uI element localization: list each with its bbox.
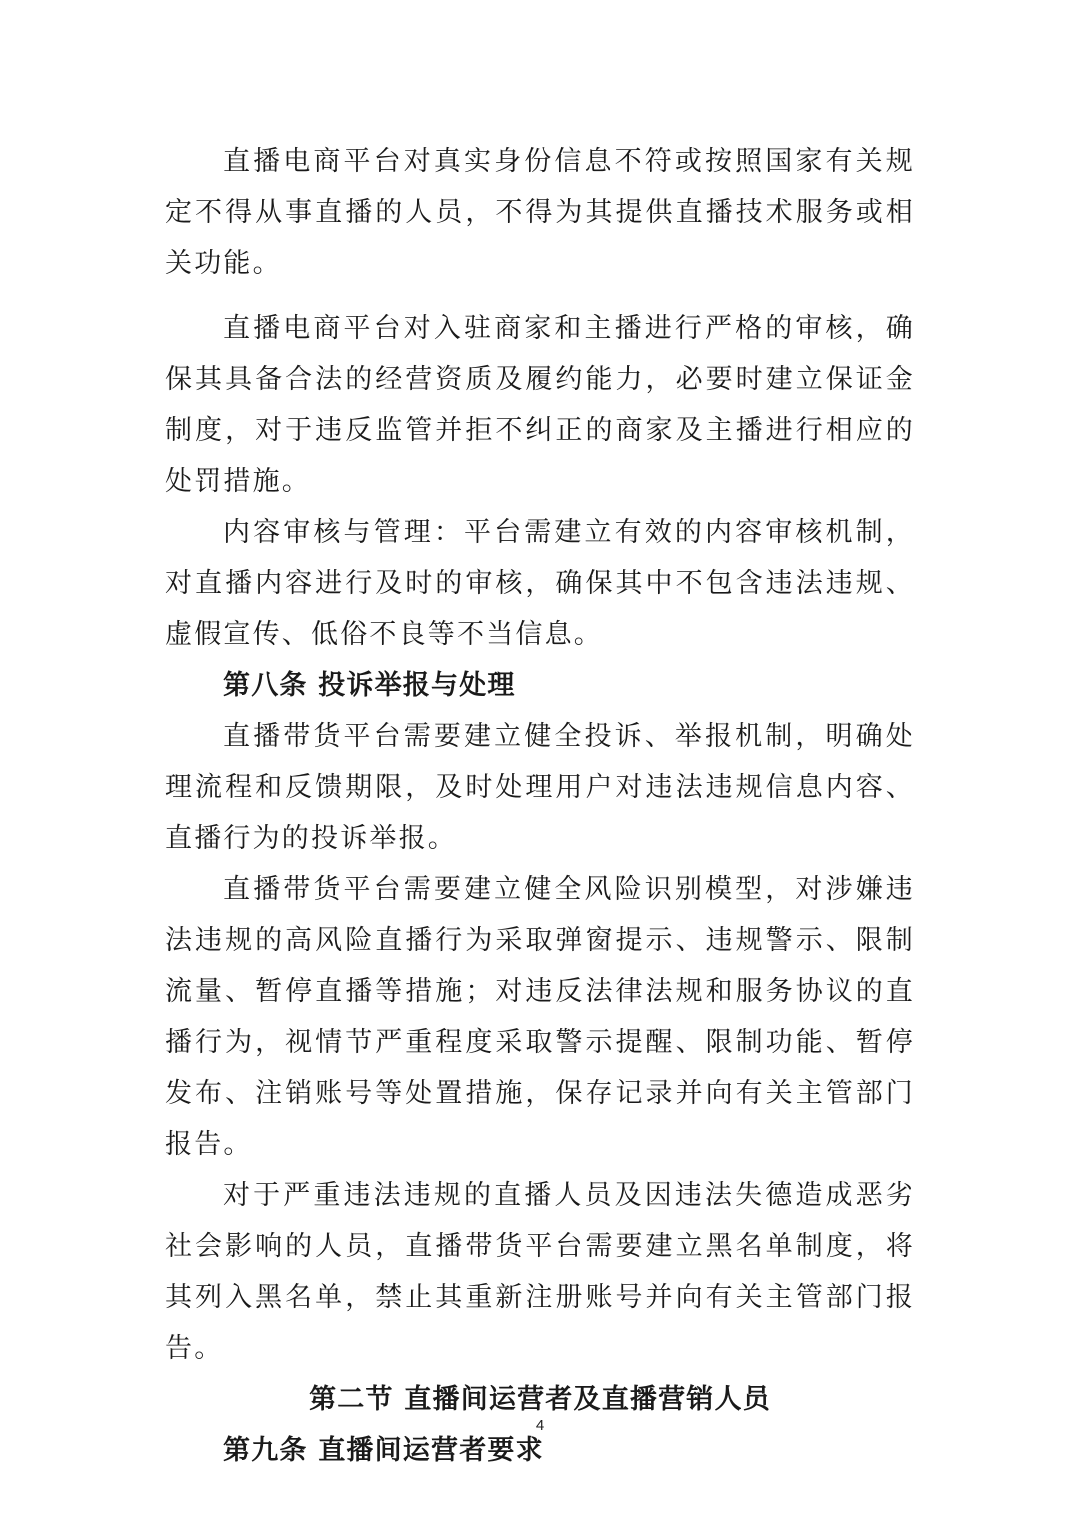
article-heading: 第九条 直播间运营者要求 [223,1435,544,1466]
paragraph: 直播带货平台需要建立健全投诉、举报机制，明确处理流程和反馈期限，及时处理用户对违法违规信息内容、直播行为的投诉举报。 [165,721,915,854]
section-heading: 第二节 直播间运营者及直播营销人员 [309,1384,771,1415]
paragraph: 对于严重违法违规的直播人员及因违法失德造成恶劣社会影响的人员，直播带货平台需要建立黑名单制度，将其列入黑名单，禁止其重新注册账号并向有关主管部门报告。 [165,1180,915,1364]
paragraph: 直播电商平台对入驻商家和主播进行严格的审核，确保其具备合法的经营资质及履约能力，必要时建立保证金制度，对于违反监管并拒不纠正的商家及主播进行相应的处罚措施。 [165,313,915,497]
article-heading: 第八条 投诉举报与处理 [223,670,516,701]
paragraph: 直播电商平台对真实身份信息不符或按照国家有关规定不得从事直播的人员，不得为其提供直播技术服务或相关功能。 [165,146,915,279]
document-body [165,136,915,1476]
page-number: 4 [535,1417,545,1434]
paragraph: 内容审核与管理：平台需建立有效的内容审核机制，对直播内容进行及时的审核，确保其中不包含违法违规、虚假宣传、低俗不良等不当信息。 [165,517,915,650]
paragraph: 直播带货平台需要建立健全风险识别模型，对涉嫌违法违规的高风险直播行为采取弹窗提示、违规警示、限制流量、暂停直播等措施；对违反法律法规和服务协议的直播行为，视情节严重程度采取警示提醒、限制功能、暂停发布、注销账号等处置措施，保存记录并向有关主管部门报告。 [165,874,915,1160]
